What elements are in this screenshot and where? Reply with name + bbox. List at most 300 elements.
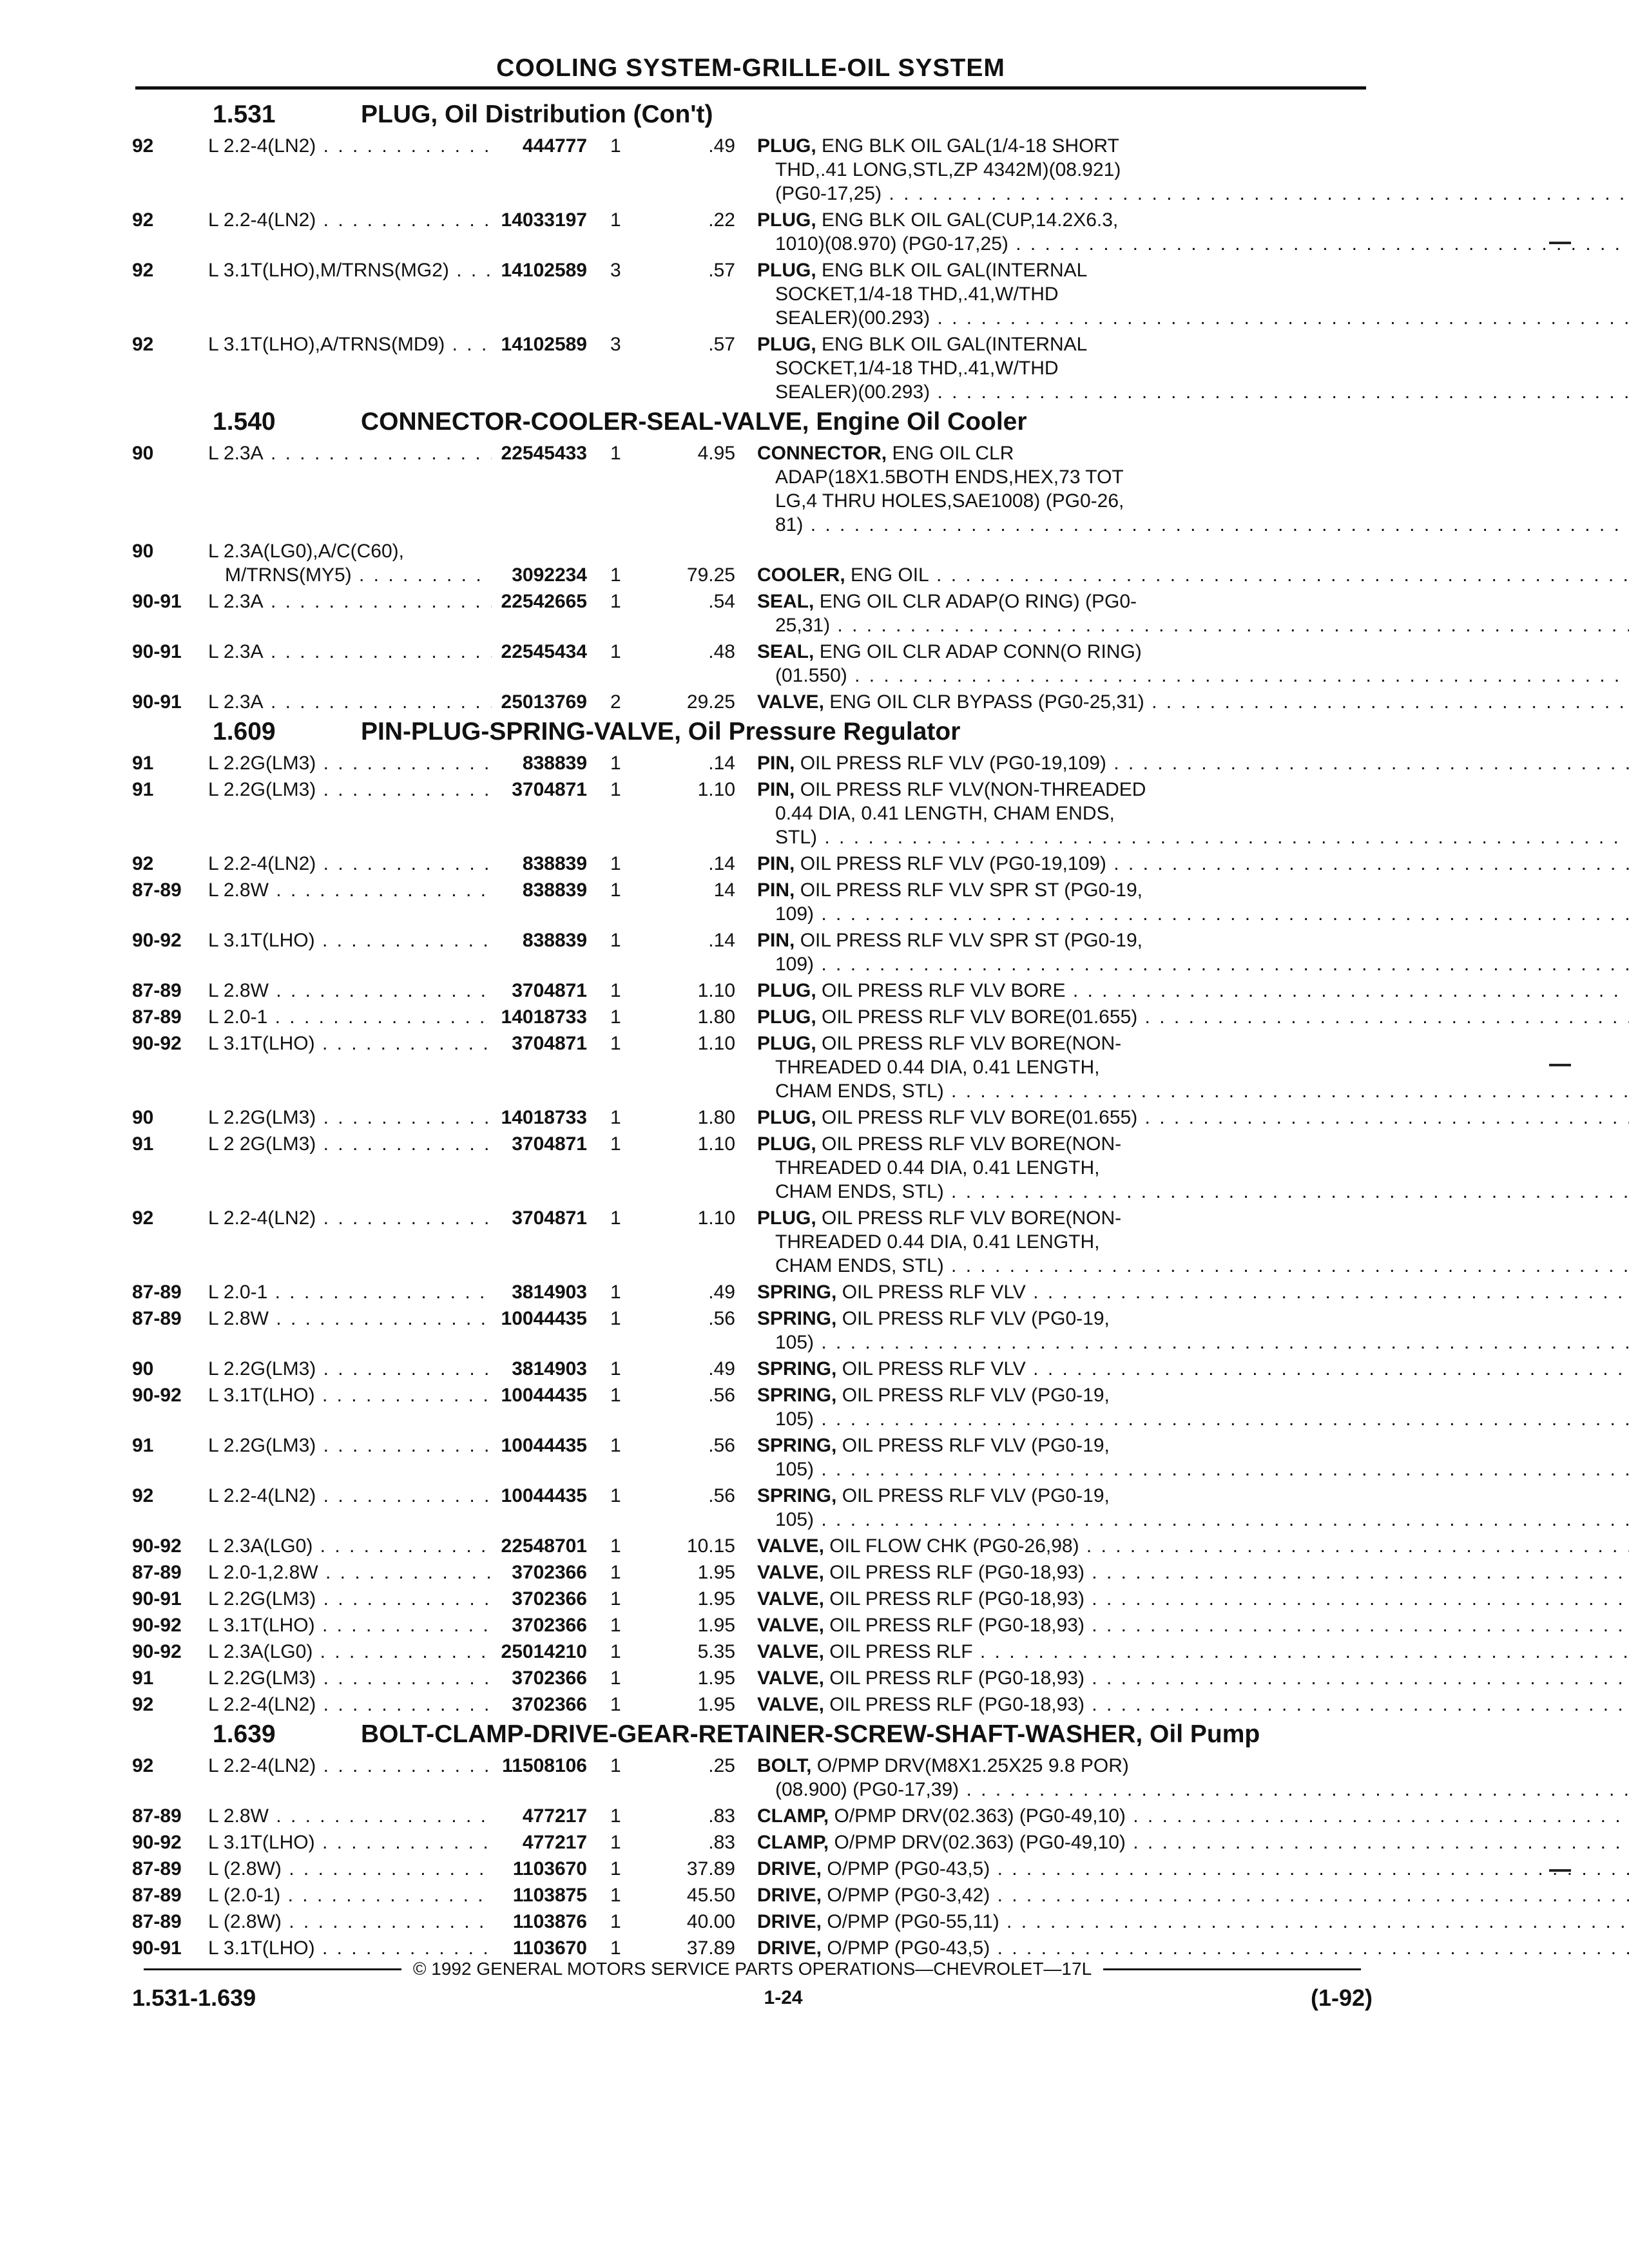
model-application xyxy=(208,1383,492,1407)
part-row xyxy=(132,1106,1373,1129)
model-line: L 2.3A . . . xyxy=(208,590,492,613)
description-text: ADAP(18X1.5BOTH ENDS,HEX,73 TOT xyxy=(775,466,1124,488)
part-number: 25014210 xyxy=(501,1641,587,1662)
model-year: 87-89 xyxy=(132,1805,182,1827)
description-line xyxy=(757,1383,1629,1407)
model-application xyxy=(208,640,492,664)
part-number: 838839 xyxy=(522,753,587,774)
description-line xyxy=(757,513,1629,537)
section-heading xyxy=(132,1720,1373,1749)
part-number: 3092234 xyxy=(512,564,587,586)
description-text: O/PMP (PG0-43,5) xyxy=(827,1937,990,1959)
description-text: OIL PRESS RLF xyxy=(829,1641,973,1662)
part-name: VALVE, xyxy=(757,1535,824,1557)
part-name: DRIVE, xyxy=(757,1911,822,1932)
description-text: OIL PRESS RLF (PG0-18,93) xyxy=(829,1694,1084,1715)
model-line: L 3.1T(LHO) . . . xyxy=(208,1613,492,1637)
price: .83 xyxy=(708,1832,735,1853)
model-application xyxy=(208,1666,492,1690)
part-row xyxy=(132,1883,1373,1907)
quantity: 1 xyxy=(610,779,621,800)
quantity: 1 xyxy=(610,1667,621,1689)
model-year: 90-91 xyxy=(132,591,182,612)
catalog-section xyxy=(132,718,1373,1716)
model-application xyxy=(208,1280,492,1304)
part-name: PIN, xyxy=(757,853,795,874)
part-row xyxy=(132,1307,1373,1354)
part-number: 3702366 xyxy=(512,1562,587,1583)
quantity: 1 xyxy=(610,1562,621,1583)
model-application xyxy=(208,539,492,587)
part-row xyxy=(132,1857,1373,1881)
model-year: 90-92 xyxy=(132,1385,182,1406)
section-number: 1.609 xyxy=(213,718,276,745)
part-number: 444777 xyxy=(522,135,587,157)
price: .22 xyxy=(708,209,735,231)
model-application xyxy=(208,852,492,876)
part-name: DRIVE, xyxy=(757,1858,822,1879)
model-line: L 3.1T(LHO),M/TRNS(MG2) . . . xyxy=(208,258,492,282)
description-line xyxy=(757,563,1629,587)
description-line xyxy=(757,852,1629,876)
price: 37.89 xyxy=(686,1937,735,1959)
model-year: 90 xyxy=(132,443,154,464)
description-line xyxy=(757,1254,1629,1278)
model-application xyxy=(208,1561,492,1584)
model-application xyxy=(208,1106,492,1129)
page-number: 1-24 xyxy=(764,1987,803,2008)
model-year: 91 xyxy=(132,779,154,800)
description-line xyxy=(757,1936,1629,1960)
part-row xyxy=(132,690,1373,714)
section-number: 1.540 xyxy=(213,408,276,436)
part-description xyxy=(757,1666,1629,1690)
model-application xyxy=(208,1910,492,1934)
part-description xyxy=(757,1804,1629,1828)
model-year: 90-91 xyxy=(132,1937,182,1959)
price: 45.50 xyxy=(686,1885,735,1906)
catalog-section xyxy=(132,408,1373,714)
part-number: 1103670 xyxy=(512,1937,587,1959)
description-line xyxy=(757,979,1629,1003)
model-year: 87-89 xyxy=(132,980,182,1001)
model-line: L 2.2-4(LN2) . . . xyxy=(208,1206,492,1230)
description-text: 81) xyxy=(775,514,804,535)
part-number: 1103875 xyxy=(512,1885,587,1906)
quantity: 1 xyxy=(610,1911,621,1932)
description-line xyxy=(757,1407,1629,1431)
description-line xyxy=(757,1331,1629,1354)
part-description xyxy=(757,751,1629,775)
margin-mark xyxy=(1549,1064,1571,1066)
model-application xyxy=(208,332,492,356)
description-text: OIL PRESS RLF VLV SPR ST (PG0-19, xyxy=(800,879,1143,901)
description-line xyxy=(757,208,1629,232)
part-description xyxy=(757,1005,1629,1029)
quantity: 1 xyxy=(610,135,621,157)
description-line xyxy=(757,380,1629,404)
part-name: PLUG, xyxy=(757,1107,816,1128)
part-name: BOLT, xyxy=(757,1755,812,1776)
part-row xyxy=(132,1804,1373,1828)
description-line xyxy=(757,1831,1629,1854)
section-heading xyxy=(132,718,1373,746)
description-text: CHAM ENDS, STL) xyxy=(775,1081,944,1102)
section-heading xyxy=(132,101,1373,129)
model-year: 90-91 xyxy=(132,641,182,662)
model-year: 92 xyxy=(132,1755,154,1776)
description-text: OIL PRESS RLF (PG0-18,93) xyxy=(829,1667,1084,1689)
part-name: SPRING, xyxy=(757,1435,837,1456)
model-year: 90-91 xyxy=(132,1588,182,1610)
part-row xyxy=(132,1383,1373,1431)
part-name: VALVE, xyxy=(757,691,824,713)
quantity: 1 xyxy=(610,1358,621,1379)
model-line: L 2.3A(LG0) . . . xyxy=(208,1534,492,1558)
description-line xyxy=(757,1883,1629,1907)
description-line xyxy=(757,134,1629,158)
price: .48 xyxy=(708,641,735,662)
part-name: DRIVE, xyxy=(757,1937,822,1959)
model-year: 92 xyxy=(132,1207,154,1229)
description-line xyxy=(757,1206,1629,1230)
description-text: CHAM ENDS, STL) xyxy=(775,1181,944,1202)
quantity: 1 xyxy=(610,1485,621,1506)
part-name: DRIVE, xyxy=(757,1885,822,1906)
description-line xyxy=(757,1156,1629,1180)
description-text: OIL PRESS RLF VLV BORE(01.655) xyxy=(822,1107,1138,1128)
model-year: 87-89 xyxy=(132,1885,182,1906)
model-application xyxy=(208,1032,492,1055)
price: .14 xyxy=(708,930,735,951)
description-line xyxy=(757,441,1629,465)
quantity: 1 xyxy=(610,1535,621,1557)
part-description xyxy=(757,640,1629,687)
description-line xyxy=(757,1804,1629,1828)
model-year: 92 xyxy=(132,853,154,874)
part-name: PLUG, xyxy=(757,334,816,355)
part-row xyxy=(132,979,1373,1003)
description-line xyxy=(757,182,1629,206)
model-application xyxy=(208,1357,492,1381)
margin-mark xyxy=(1549,1869,1571,1872)
part-name: VALVE, xyxy=(757,1562,824,1583)
price: 1.80 xyxy=(697,1006,735,1028)
part-number: 14018733 xyxy=(501,1107,587,1128)
model-year: 92 xyxy=(132,260,154,281)
description-text: O/PMP DRV(02.363) (PG0-49,10) xyxy=(834,1832,1126,1853)
model-application xyxy=(208,1534,492,1558)
part-name: PIN, xyxy=(757,753,795,774)
price: 1.10 xyxy=(697,1133,735,1155)
price: .49 xyxy=(708,1358,735,1379)
model-line: L 2.2-4(LN2) . . . xyxy=(208,1754,492,1778)
price: 4.95 xyxy=(697,443,735,464)
part-name: SEAL, xyxy=(757,641,815,662)
description-text: ENG OIL CLR ADAP CONN(O RING) xyxy=(819,641,1142,662)
model-application xyxy=(208,1132,492,1156)
part-row xyxy=(132,1936,1373,1960)
part-description xyxy=(757,1587,1629,1611)
model-line: L 2.2G(LM3) . . . xyxy=(208,1357,492,1381)
price: 1.95 xyxy=(697,1667,735,1689)
model-application xyxy=(208,1857,492,1881)
part-number: 3704871 xyxy=(512,1133,587,1155)
description-line xyxy=(757,1055,1629,1079)
description-text: (01.550) xyxy=(775,665,847,686)
model-year: 92 xyxy=(132,334,154,355)
price: .56 xyxy=(708,1385,735,1406)
part-name: SPRING, xyxy=(757,1282,837,1303)
description-text: OIL PRESS RLF VLV (PG0-19,109) xyxy=(800,753,1106,774)
part-number: 3814903 xyxy=(512,1282,587,1303)
part-number: 1103670 xyxy=(512,1858,587,1879)
quantity: 1 xyxy=(610,1641,621,1662)
description-line xyxy=(757,928,1629,952)
part-number: 838839 xyxy=(522,853,587,874)
model-year: 90-92 xyxy=(132,930,182,951)
part-description xyxy=(757,1307,1629,1354)
footer-rule-right xyxy=(1103,1968,1361,1970)
model-line: L 2.3A(LG0),A/C(C60), xyxy=(208,541,404,562)
catalog-section xyxy=(132,101,1373,404)
model-application xyxy=(208,1005,492,1029)
part-number: 10044435 xyxy=(501,1435,587,1456)
price: 10.15 xyxy=(686,1535,735,1557)
part-number: 22548701 xyxy=(501,1535,587,1557)
description-text: OIL PRESS RLF VLV SPR ST (PG0-19, xyxy=(800,930,1143,951)
part-row xyxy=(132,1910,1373,1934)
model-application xyxy=(208,1883,492,1907)
description-text: SOCKET,1/4-18 THD,.41,W/THD xyxy=(775,284,1059,305)
price: 1.95 xyxy=(697,1588,735,1610)
quantity: 1 xyxy=(610,443,621,464)
model-line: L 3.1T(LHO) . . . xyxy=(208,1032,492,1055)
part-number: 14033197 xyxy=(501,209,587,231)
description-line xyxy=(757,356,1629,380)
model-line: L 2.2G(LM3) . . . xyxy=(208,1666,492,1690)
part-description xyxy=(757,1534,1629,1558)
description-text: (PG0-17,25) xyxy=(775,183,882,204)
part-description xyxy=(757,1032,1629,1103)
quantity: 1 xyxy=(610,1885,621,1906)
description-line xyxy=(757,306,1629,330)
model-year: 91 xyxy=(132,753,154,774)
part-row xyxy=(132,878,1373,926)
model-line: L 3.1T(LHO),A/TRNS(MD9) . . . xyxy=(208,332,492,356)
part-number: 22545434 xyxy=(501,641,587,662)
model-application xyxy=(208,258,492,282)
price: .57 xyxy=(708,334,735,355)
part-number: 22545433 xyxy=(501,443,587,464)
quantity: 1 xyxy=(610,641,621,662)
page-title: COOLING SYSTEM-GRILLE-OIL SYSTEM xyxy=(135,54,1366,90)
model-year: 92 xyxy=(132,135,154,157)
part-description xyxy=(757,1910,1629,1934)
section-number: 1.531 xyxy=(213,101,276,128)
part-number: 838839 xyxy=(522,879,587,901)
model-application xyxy=(208,690,492,714)
part-row xyxy=(132,1613,1373,1637)
part-number: 3704871 xyxy=(512,1033,587,1054)
model-application xyxy=(208,778,492,802)
part-row xyxy=(132,751,1373,775)
section-heading xyxy=(132,408,1373,436)
model-line: L 2.0-1,2.8W . . . xyxy=(208,1561,492,1584)
model-line: L (2.8W) . . . xyxy=(208,1857,492,1881)
quantity: 1 xyxy=(610,1282,621,1303)
part-number: 14018733 xyxy=(501,1006,587,1028)
model-year: 90-92 xyxy=(132,1535,182,1557)
part-name: PLUG, xyxy=(757,260,816,281)
model-application xyxy=(208,441,492,465)
model-application xyxy=(208,979,492,1003)
model-line: L 3.1T(LHO) . . . xyxy=(208,928,492,952)
model-application xyxy=(208,1434,492,1457)
model-application xyxy=(208,208,492,232)
footer-rule-left xyxy=(144,1968,401,1970)
price: 40.00 xyxy=(686,1911,735,1932)
model-application xyxy=(208,590,492,613)
model-line: L 2.2-4(LN2) . . . xyxy=(208,208,492,232)
parts-list xyxy=(132,97,1373,1963)
part-name: VALVE, xyxy=(757,1615,824,1636)
description-line xyxy=(757,902,1629,926)
description-text: 109) xyxy=(775,903,815,925)
part-description xyxy=(757,1613,1629,1637)
part-row xyxy=(132,258,1373,330)
quantity: 1 xyxy=(610,853,621,874)
model-year: 90 xyxy=(132,1107,154,1128)
part-description xyxy=(757,134,1629,206)
model-year: 90 xyxy=(132,541,154,562)
description-line xyxy=(757,1666,1629,1690)
margin-mark xyxy=(1549,242,1571,244)
part-name: PLUG, xyxy=(757,1207,816,1229)
part-description xyxy=(757,778,1629,849)
description-text: THREADED 0.44 DIA, 0.41 LENGTH, xyxy=(775,1157,1100,1178)
description-text: OIL PRESS RLF VLV BORE(01.655) xyxy=(822,1006,1138,1028)
description-line xyxy=(757,802,1629,825)
part-number: 22542665 xyxy=(501,591,587,612)
model-application xyxy=(208,928,492,952)
description-text: THD,.41 LONG,STL,ZP 4342M)(08.921) xyxy=(775,159,1121,180)
description-line xyxy=(757,282,1629,306)
model-year: 90-92 xyxy=(132,1615,182,1636)
description-text: O/PMP (PG0-43,5) xyxy=(827,1858,990,1879)
price: .56 xyxy=(708,1435,735,1456)
quantity: 3 xyxy=(610,334,621,355)
model-year: 87-89 xyxy=(132,1858,182,1879)
quantity: 2 xyxy=(610,691,621,713)
part-description xyxy=(757,852,1629,876)
part-number: 25013769 xyxy=(501,691,587,713)
price: .54 xyxy=(708,591,735,612)
part-description xyxy=(757,1857,1629,1881)
description-text: O/PMP DRV(M8X1.25X25 9.8 POR) xyxy=(816,1755,1129,1776)
description-line xyxy=(757,1534,1629,1558)
description-text: 109) xyxy=(775,954,815,975)
model-year: 91 xyxy=(132,1667,154,1689)
part-number: 3702366 xyxy=(512,1667,587,1689)
description-line xyxy=(757,1079,1629,1103)
model-application xyxy=(208,1587,492,1611)
model-year: 92 xyxy=(132,1694,154,1715)
model-line: L (2.0-1) . . . xyxy=(208,1883,492,1907)
part-number: 14102589 xyxy=(501,260,587,281)
model-application xyxy=(208,1804,492,1828)
model-application xyxy=(208,1754,492,1778)
part-name: PLUG, xyxy=(757,980,816,1001)
part-row xyxy=(132,1280,1373,1304)
part-row xyxy=(132,778,1373,849)
description-line xyxy=(757,1230,1629,1254)
quantity: 1 xyxy=(610,1033,621,1054)
part-number: 1103876 xyxy=(512,1911,587,1932)
model-line: L 3.1T(LHO) . . . xyxy=(208,1831,492,1854)
description-line xyxy=(757,690,1629,714)
model-line: L 3.1T(LHO) . . . xyxy=(208,1936,492,1960)
part-name: PLUG, xyxy=(757,135,816,157)
description-text: ENG OIL CLR ADAP(O RING) (PG0- xyxy=(819,591,1137,612)
description-line xyxy=(757,489,1629,513)
quantity: 1 xyxy=(610,1694,621,1715)
price: .83 xyxy=(708,1805,735,1827)
part-number: 10044435 xyxy=(501,1485,587,1506)
description-line xyxy=(757,1508,1629,1532)
part-name: PLUG, xyxy=(757,1006,816,1028)
part-number: 3702366 xyxy=(512,1588,587,1610)
description-text: OIL PRESS RLF VLV xyxy=(842,1358,1026,1379)
description-line xyxy=(757,1457,1629,1481)
price: 37.89 xyxy=(686,1858,735,1879)
model-application xyxy=(208,134,492,158)
price: .56 xyxy=(708,1308,735,1329)
model-application xyxy=(208,1484,492,1508)
description-line xyxy=(757,1754,1629,1778)
description-line xyxy=(757,751,1629,775)
quantity: 1 xyxy=(610,1308,621,1329)
part-description xyxy=(757,1561,1629,1584)
quantity: 1 xyxy=(610,1937,621,1959)
description-text: STL) xyxy=(775,827,818,848)
model-line: L 2.2-4(LN2) . . . xyxy=(208,134,492,158)
section-title: PLUG, Oil Distribution (Con't) xyxy=(361,101,713,128)
section-title: CONNECTOR-COOLER-SEAL-VALVE, Engine Oil Cooler xyxy=(361,408,1027,436)
description-text: OIL PRESS RLF VLV BORE(NON- xyxy=(822,1133,1122,1155)
description-text: 105) xyxy=(775,1509,815,1530)
description-text: OIL PRESS RLF (PG0-18,93) xyxy=(829,1615,1084,1636)
description-text: SEALER)(00.293) xyxy=(775,307,930,329)
description-line xyxy=(757,1032,1629,1055)
part-row xyxy=(132,134,1373,206)
part-description xyxy=(757,1280,1629,1304)
description-text: ENG BLK OIL GAL(CUP,14.2X6.3, xyxy=(822,209,1119,231)
quantity: 3 xyxy=(610,260,621,281)
part-description xyxy=(757,1693,1629,1716)
description-line xyxy=(757,1280,1629,1304)
model-year: 90-91 xyxy=(132,691,182,713)
price: .49 xyxy=(708,1282,735,1303)
quantity: 1 xyxy=(610,1107,621,1128)
model-line: L 2.2-4(LN2) . . . xyxy=(208,1484,492,1508)
part-row xyxy=(132,1434,1373,1481)
description-text: ENG OIL CLR BYPASS (PG0-25,31) xyxy=(829,691,1144,713)
model-line: L 2.2G(LM3) . . . xyxy=(208,1434,492,1457)
section-number: 1.639 xyxy=(213,1720,276,1748)
price: 79.25 xyxy=(686,564,735,586)
model-application xyxy=(208,751,492,775)
